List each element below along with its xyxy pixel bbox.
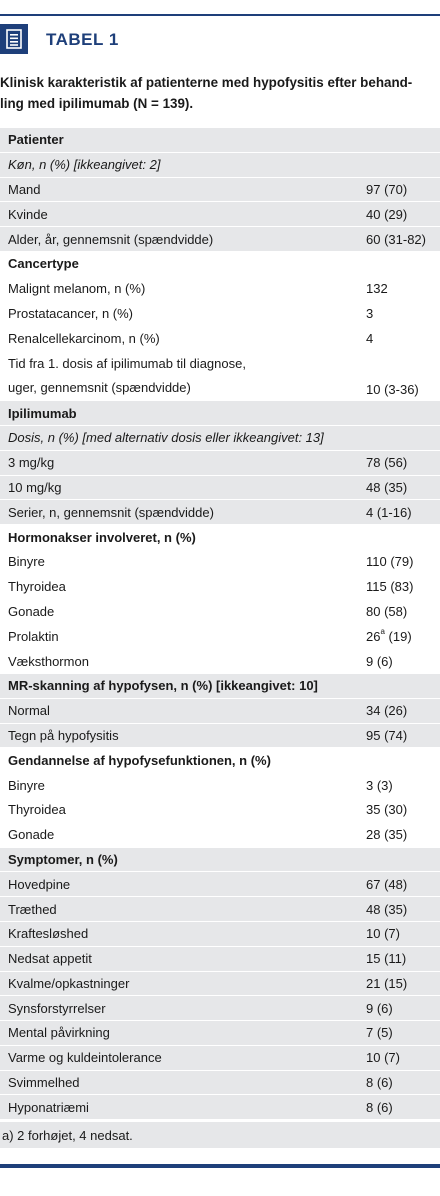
table-row — [0, 773, 440, 798]
top-rule — [0, 14, 440, 16]
table-row — [0, 1095, 440, 1120]
table-row — [0, 996, 440, 1021]
table-row — [0, 227, 440, 252]
row-label: Varme og kuldeintolerance — [8, 1050, 162, 1066]
table-row — [0, 302, 440, 327]
row-value: 15 (11) — [366, 951, 407, 967]
table-row — [0, 476, 440, 501]
section-title: Cancertype — [8, 256, 79, 272]
row-label: Synsforstyrrelser — [8, 1000, 106, 1016]
section-title: Patienter — [8, 132, 64, 148]
row-label: Gonade — [8, 827, 55, 843]
row-label: Kvinde — [8, 206, 48, 222]
table-row — [0, 1071, 440, 1096]
table-row — [0, 326, 440, 351]
table-row — [0, 699, 440, 724]
row-value: 35 (30) — [366, 802, 408, 818]
table-row — [0, 202, 440, 227]
table-row — [0, 550, 440, 575]
bottom-rule — [0, 1164, 440, 1168]
row-label: Kraftesløshed — [8, 926, 89, 942]
section-heading — [0, 748, 440, 773]
row-label: Tegn på hypofysitis — [8, 727, 119, 743]
row-label: Thyroidea — [8, 579, 66, 595]
table-row — [0, 798, 440, 823]
row-value: 10 (7) — [366, 1050, 400, 1066]
row-value: 3 — [366, 305, 374, 321]
section-heading — [0, 401, 440, 426]
row-label — [0, 351, 366, 400]
row-value: 80 (58) — [366, 603, 408, 619]
row-label: Binyre — [8, 554, 45, 570]
row-value: 10 (3-36) — [366, 382, 419, 398]
row-value: 8 (6) — [366, 1075, 393, 1091]
row-value: 132 — [366, 281, 388, 297]
row-label: Væksthormon — [8, 653, 89, 669]
row-value: 115 (83) — [366, 579, 414, 595]
row-value: 40 (29) — [366, 206, 408, 222]
row-label: 3 mg/kg — [8, 455, 55, 471]
row-value: 8 (6) — [366, 1099, 393, 1115]
row-label: Binyre — [8, 777, 45, 793]
row-label: Renalcellekarcinom, n (%) — [8, 330, 160, 346]
row-value: 10 (7) — [366, 926, 400, 942]
table-row — [0, 972, 440, 997]
table-row — [0, 451, 440, 476]
row-value: 48 (35) — [366, 479, 408, 495]
table-row — [0, 897, 440, 922]
section-heading — [0, 525, 440, 550]
table-row — [0, 351, 440, 401]
row-value: 110 (79) — [366, 554, 414, 570]
row-value: 34 (26) — [366, 703, 408, 719]
row-label: Gonade — [8, 603, 55, 619]
table-row — [0, 500, 440, 525]
row-value: 21 (15) — [366, 975, 408, 991]
row-label: Køn, n (%) [ikkeangivet: 2] — [8, 157, 161, 173]
section-heading — [0, 848, 440, 873]
row-value: 60 (31-82) — [366, 231, 426, 247]
row-label: Kvalme/opkastninger — [8, 975, 130, 991]
section-title: Hormonakser involveret, n (%) — [8, 529, 196, 545]
row-label-line-1: Tid fra 1. dosis af ipilimumab til diagnose, — [8, 355, 246, 371]
row-value: 4 (1-16) — [366, 504, 412, 520]
row-label: Dosis, n (%) [med alternativ dosis eller ikkeangivet: 13] — [8, 430, 324, 446]
table-row — [0, 823, 440, 848]
section-heading — [0, 252, 440, 277]
row-value: 97 (70) — [366, 181, 408, 197]
table-row — [0, 277, 440, 302]
footnote — [0, 1122, 440, 1148]
row-label: Hovedpine — [8, 876, 71, 892]
table-row — [0, 1046, 440, 1071]
row-value-main: 26 — [366, 628, 381, 644]
section-title: MR-skanning af hypofysen, n (%) [ikkeangivet: 10] — [8, 678, 318, 694]
section-heading — [0, 128, 440, 153]
row-value: 67 (48) — [366, 876, 408, 892]
table-row — [0, 600, 440, 625]
row-label: Træthed — [8, 901, 57, 917]
table-header — [0, 24, 440, 60]
table-row — [0, 426, 440, 451]
row-label: Prolaktin — [8, 628, 59, 644]
section-title: Symptomer, n (%) — [8, 851, 118, 867]
row-label: Normal — [8, 703, 50, 719]
row-label: Malignt melanom, n (%) — [8, 281, 146, 297]
table-row — [0, 649, 440, 674]
row-value: 28 (35) — [366, 827, 408, 843]
table-row — [0, 1021, 440, 1046]
row-value: 9 (6) — [366, 653, 393, 669]
row-label: Mental påvirkning — [8, 1025, 110, 1041]
row-label-line-2: uger, gennemsnit (spændvidde) — [8, 379, 191, 395]
caption-line-1: Klinisk karakteristik af patienterne med hypofysitis efter behand- — [0, 75, 413, 90]
table-row — [0, 153, 440, 178]
row-value: 4 — [366, 330, 374, 346]
footnote-text: a) 2 forhøjet, 4 nedsat. — [2, 1127, 133, 1143]
row-value-tail: (19) — [384, 628, 412, 644]
row-label: Nedsat appetit — [8, 951, 92, 967]
table-row — [0, 575, 440, 600]
row-label: Svimmelhed — [8, 1075, 80, 1091]
table-row — [0, 178, 440, 203]
row-value: 78 (56) — [366, 455, 408, 471]
data-table — [0, 128, 440, 1120]
row-value: 3 (3) — [366, 777, 393, 793]
caption-line-2: ling med ipilimumab (N = 139). — [0, 96, 194, 111]
section-heading — [0, 674, 440, 699]
table-title: TABEL 1 — [46, 30, 119, 49]
document-list-icon — [0, 24, 28, 54]
table-row — [0, 872, 440, 897]
table-row — [0, 922, 440, 947]
row-value: 48 (35) — [366, 901, 408, 917]
row-value: 95 (74) — [366, 727, 408, 743]
row-label: Alder, år, gennemsnit (spændvidde) — [8, 231, 214, 247]
table-row — [0, 947, 440, 972]
table-caption — [0, 72, 436, 114]
row-label: Thyroidea — [8, 802, 66, 818]
table-row — [0, 724, 440, 749]
row-value — [366, 626, 440, 644]
row-label: 10 mg/kg — [8, 479, 62, 495]
row-label: Mand — [8, 181, 41, 197]
row-label: Serier, n, gennemsnit (spændvidde) — [8, 504, 214, 520]
row-label: Hyponatriæmi — [8, 1099, 89, 1115]
footnote-marker: a — [380, 626, 385, 636]
section-title: Gendannelse af hypofysefunktionen, n (%) — [8, 752, 271, 768]
section-title: Ipilimumab — [8, 405, 77, 421]
table-row — [0, 624, 440, 649]
row-value: 7 (5) — [366, 1025, 393, 1041]
row-value: 9 (6) — [366, 1000, 393, 1016]
row-label: Prostatacancer, n (%) — [8, 305, 133, 321]
